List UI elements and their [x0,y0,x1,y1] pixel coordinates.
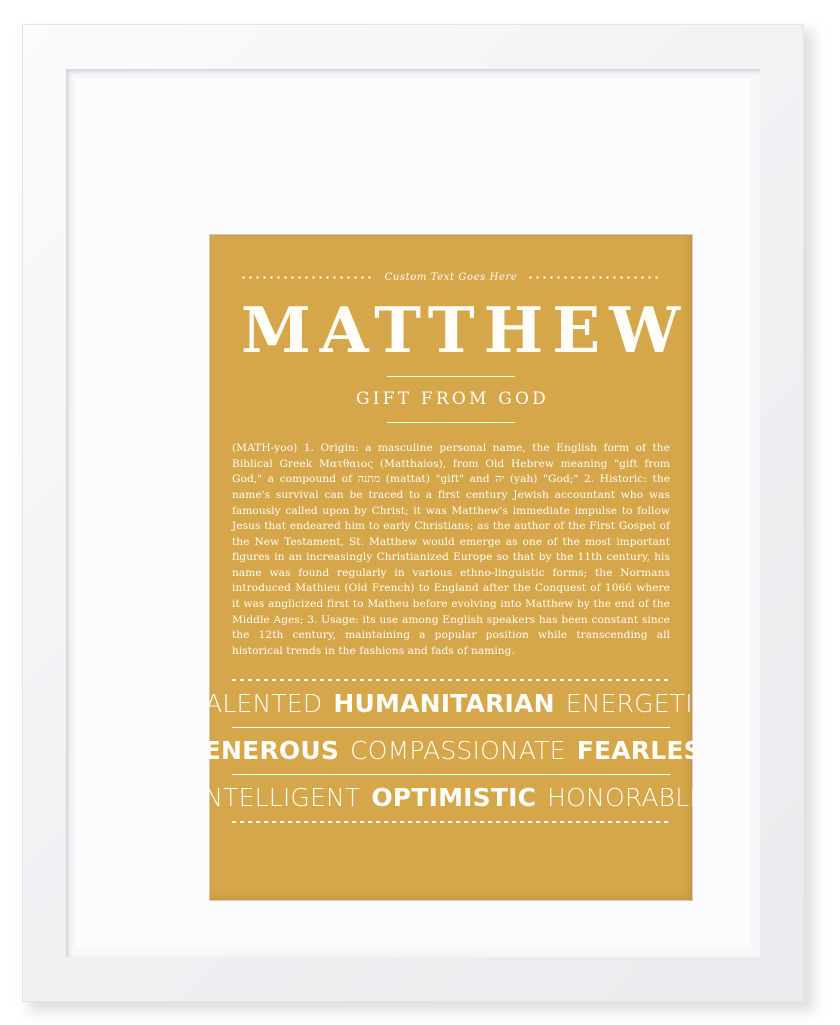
poster-meaning: GIFT FROM GOD [356,389,549,410]
traits-row-3 [196,775,706,821]
poster-name: MATTHEW [241,293,689,367]
trait-word: GENEROUS [183,736,340,766]
traits-row-2 [183,728,719,774]
trait-word: HONORABLE [547,783,706,813]
trait-word: ENERGETIC [565,689,711,719]
dotted-rule-right [527,276,662,279]
trait-word: OPTIMISTIC [371,783,537,813]
custom-text: Custom Text Goes Here [384,271,518,283]
trait-word: FEARLESS [576,736,719,766]
art-print [183,235,719,900]
trait-word: COMPASSIONATE [350,736,566,766]
definition-text: (MATH-yoo) 1. Origin: a masculine personal name, the English form of the Biblical Greek Ματθαιος (Matthaios), from Old Hebrew meaning "gift from God," a compound of מתנה (mattat) "gift" and יה (yah) "God;" 2. Historic: the name's survival can be traced to a first century Jewish accountant who was famously called upon by Christ; it was Matthew's immediate impulse to follow Jesus that endeared him to early Christians; as the author of the First Gospel of the New Testament, St. Matthew would emerge as one of the most important figures in an increasingly Christianized Europe so that by the 11th century, his name was found regularly in various ethno-linguistic forms; the Normans introduced Mathieu (Old French) to England after the Conquest of 1066 where it was anglicized first to Matheu before evolving into Matthew by the end of the Middle Ages; 3. Usage: its use among English speakers has been constant since the 12th century, maintaining a popular position while transcending all historical trends in the fashions and fads of naming. [232,442,671,657]
divider-below-meaning [387,422,515,423]
top-ornament-row [232,269,670,285]
traits-bottom-rule [232,821,670,823]
traits-block [183,679,719,823]
traits-row-1 [191,681,711,727]
trait-word: HUMANITARIAN [333,689,555,719]
dotted-rule-left [240,276,375,279]
divider-above-meaning [387,376,515,377]
trait-word: TALENTED [191,689,323,719]
picture-frame [22,24,804,1002]
mat-board [75,78,751,948]
trait-word: INTELLIGENT [196,783,361,813]
